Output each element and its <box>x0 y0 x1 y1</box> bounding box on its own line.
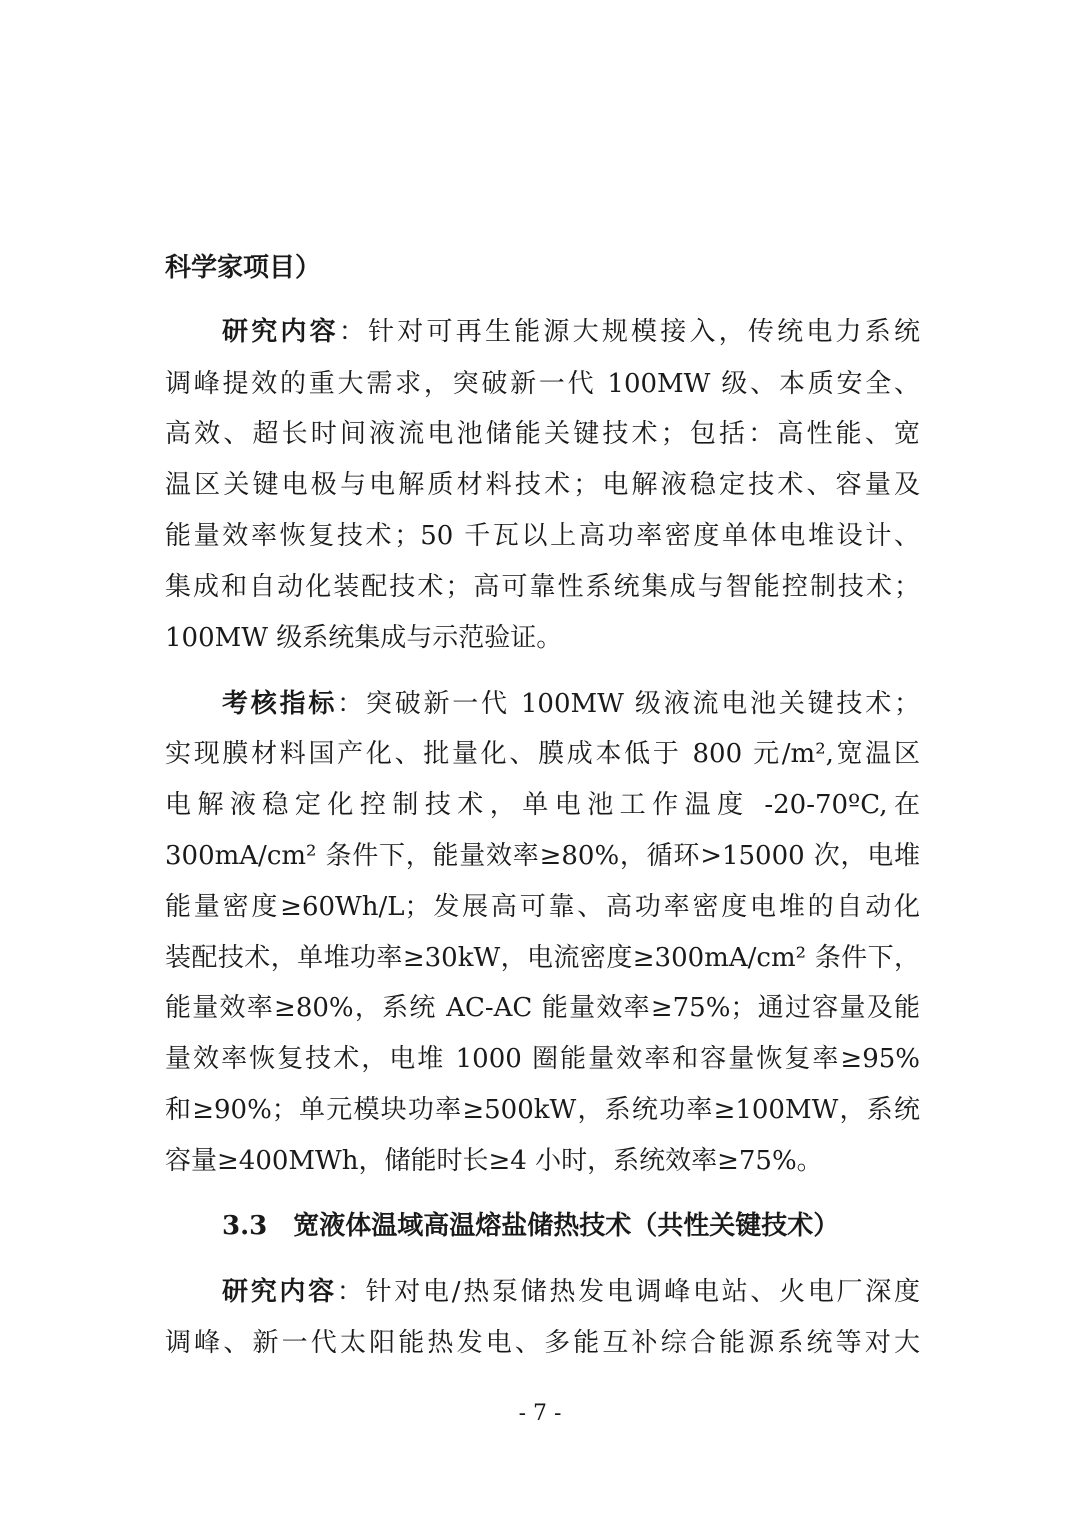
section-heading: 3.3 宽液体温域高温熔盐储热技术（共性关键技术） <box>222 1211 840 1241</box>
paragraph-line: 300mA/cm² 条件下，能量效率≥80%，循环>15000 次，电堆 <box>165 841 920 871</box>
research-label: 研究内容 <box>222 1277 337 1307</box>
paragraph-line: 能量效率恢复技术；50 千瓦以上高功率密度单体电堆设计、 <box>165 521 920 551</box>
paragraph-line: 研究内容：针对电/热泵储热发电调峰电站、火电厂深度 <box>222 1277 920 1307</box>
paragraph-line: 容量≥400MWh，储能时长≥4 小时，系统效率≥75%。 <box>165 1146 823 1176</box>
assessment-label: 考核指标 <box>222 689 338 719</box>
page-number: - 7 - <box>518 1401 562 1426</box>
paragraph-line: 量效率恢复技术，电堆 1000 圈能量效率和容量恢复率≥95% <box>165 1044 920 1074</box>
paragraph-line: 装配技术，单堆功率≥30kW，电流密度≥300mA/cm² 条件下， <box>165 943 920 973</box>
continuation-title: 科学家项目） <box>165 253 322 283</box>
paragraph-line: 实现膜材料国产化、批量化、膜成本低于 800 元/m²,宽温区 <box>165 739 920 769</box>
paragraph-line: 研究内容：针对可再生能源大规模接入，传统电力系统 <box>222 317 920 347</box>
paragraph-line: 调峰、新一代太阳能热发电、多能互补综合能源系统等对大 <box>165 1328 920 1358</box>
paragraph-line: 调峰提效的重大需求，突破新一代 100MW 级、本质安全、 <box>165 369 920 399</box>
paragraph-line: 电解液稳定化控制技术，单电池工作温度 -20-70ºC,在 <box>165 790 920 820</box>
paragraph-line: 能量密度≥60Wh/L；发展高可靠、高功率密度电堆的自动化 <box>165 892 920 922</box>
paragraph-line: 考核指标：突破新一代 100MW 级液流电池关键技术； <box>222 689 920 719</box>
paragraph-line: 高效、超长时间液流电池储能关键技术；包括：高性能、宽 <box>165 419 920 449</box>
paragraph-line: 温区关键电极与电解质材料技术；电解液稳定技术、容量及 <box>165 470 920 500</box>
paragraph-line: 和≥90%；单元模块功率≥500kW，系统功率≥100MW，系统 <box>165 1095 920 1125</box>
paragraph-line: 100MW 级系统集成与示范验证。 <box>165 623 563 653</box>
research-label: 研究内容 <box>222 317 339 347</box>
paragraph-line: 能量效率≥80%，系统 AC-AC 能量效率≥75%；通过容量及能 <box>165 993 920 1023</box>
paragraph-line: 集成和自动化装配技术；高可靠性系统集成与智能控制技术； <box>165 572 920 602</box>
